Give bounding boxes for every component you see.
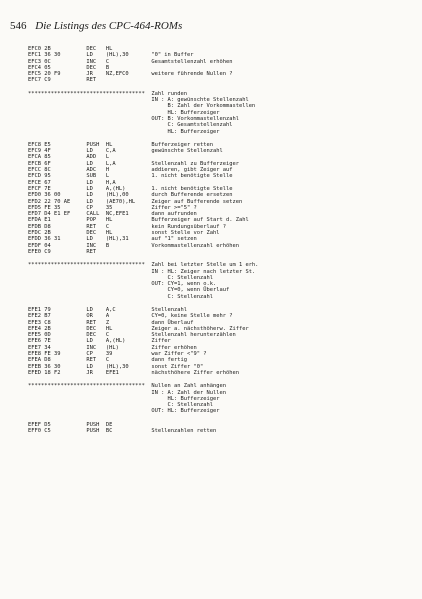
listing-line: EFC1 36 30 LD (HL),30 "0" in Buffer xyxy=(28,52,194,59)
listing-line: EFDB D8 RET C kein Rundungsüberlauf ? xyxy=(28,223,226,230)
listing-line: HL: Bufferzeiger xyxy=(28,109,220,116)
listing-line: EFE5 0D DEC C Stellenzahl herunterzählen xyxy=(28,332,236,339)
listing-line: EFCA 85 ADD L xyxy=(28,154,110,161)
listing-line: OUT: HL: Bufferzeiger xyxy=(28,408,220,415)
listing-line: EFED 18 F2 JR EFE1 nächsthöhere Ziffer erhöhen xyxy=(28,369,239,376)
listing-line: ************************************ Nullen an Zahl anhängen xyxy=(28,383,226,390)
listing-line: EFCB 6F LD L,A Stellenzahl zu Bufferzeiger xyxy=(28,160,239,167)
listing-spacer xyxy=(28,255,420,262)
listing-line: EFE4 2B DEC HL Zeiger a. nächsthöherw. Ziffer xyxy=(28,325,249,332)
listing-line: EFC8 E5 PUSH HL Bufferzeiger retten xyxy=(28,141,213,148)
listing-spacer xyxy=(28,376,420,383)
page-number: 546 xyxy=(10,20,27,32)
listing-line: EFDF 04 INC B Vorkommastellenzahl erhöhen xyxy=(28,242,239,249)
listing-line: EFC9 4F LD C,A gewünschte Stellenzahl xyxy=(28,148,223,155)
listing-line: EFE2 B7 OR A CY=0, keine Stelle mehr ? xyxy=(28,313,233,320)
listing-line: EFCE 67 LD H,A xyxy=(28,179,116,186)
listing-line: EFEB 36 30 LD (HL),30 sonst Ziffer "0" xyxy=(28,363,204,370)
listing-line: EFE6 7E LD A,(HL) Ziffer xyxy=(28,338,171,345)
page-header xyxy=(10,20,182,32)
listing-line: EFC7 C9 RET xyxy=(28,77,97,84)
listing-line: EFE0 C9 RET xyxy=(28,248,97,255)
listing-spacer xyxy=(28,300,420,307)
listing-line: B: Zahl der Vorkommastellen xyxy=(28,103,256,110)
listing-line: EFCF 7E LD A,(HL) 1. nicht benötigte Stelle xyxy=(28,185,233,192)
listing-line: EFD5 FE 35 CP 35 Ziffer >="5" ? xyxy=(28,204,197,211)
listing-spacer xyxy=(28,415,420,422)
listing-line: OUT: CY=1, wenn o.k. xyxy=(28,281,217,288)
listing-spacer xyxy=(28,84,420,91)
listing-line: EFDD 36 31 LD (HL),31 auf "1" setzen xyxy=(28,236,197,243)
listing-line: IN : A: gewünschte Stellenzahl xyxy=(28,97,249,104)
listing-spacer xyxy=(28,135,420,142)
listing-line: EFDA E1 POP HL Bufferzeiger auf Start d. Zahl xyxy=(28,217,249,224)
listing-line: EFE3 C8 RET Z dann Überlauf xyxy=(28,319,194,326)
listing-line: C: Stellenzahl xyxy=(28,274,213,281)
listing-line: EFEA D8 RET C dann fertig xyxy=(28,357,188,364)
listing-line: HL: Bufferzeiger xyxy=(28,395,220,402)
listing-line: EFC0 2B DEC HL xyxy=(28,46,113,52)
listing-line: ************************************ Zahl runden xyxy=(28,90,188,97)
listing-line: EFF0 C5 PUSH BC Stellenzahlen retten xyxy=(28,428,217,435)
listing-line: EFE7 34 INC (HL) Ziffer erhöhen xyxy=(28,344,197,351)
listing-line: EFDC 2B DEC HL sonst Stelle vor Zahl xyxy=(28,230,220,237)
listing-line: CY=0, wenn Überlauf xyxy=(28,287,230,294)
listing-line: C: Gesamtstellenzahl xyxy=(28,122,233,129)
listing-line: EFE1 79 LD A,C Stellenzahl xyxy=(28,306,188,313)
listing-line: EFC4 05 DEC B xyxy=(28,64,110,71)
listing-line: HL: Bufferzeiger xyxy=(28,128,220,135)
listing-line: EFC5 20 F9 JR NZ,EFC0 weitere führende Nullen ? xyxy=(28,71,233,78)
listing-line: EFCD 95 SUB L 1. nicht benötigte Stelle xyxy=(28,173,233,180)
listing-line: EFC3 0C INC C Gesamtstellenzahl erhöhen xyxy=(28,58,233,65)
listing-line: OUT: B: Vorkommastellenzahl xyxy=(28,115,239,122)
page-title: Die Listings des CPC-464-ROMs xyxy=(35,20,183,32)
listing-line: IN : HL: Zeiger nach letzter St. xyxy=(28,268,256,275)
listing-line: ************************************ Zahl bei letzter Stelle um 1 erh. xyxy=(28,262,259,269)
listing-line: EFD2 22 70 AE LD (AE70),HL Zeiger auf Bufferende setzen xyxy=(28,198,243,205)
listing-line: C: Stellenzahl xyxy=(28,402,213,409)
listing-line: EFD7 D4 E1 EF CALL NC,EFE1 dann aufrunden xyxy=(28,211,197,218)
assembly-listing xyxy=(28,46,420,434)
listing-line: EFEF D5 PUSH DE xyxy=(28,421,113,428)
listing-line: EFCC 8C ADC H addieren, gibt Zeiger auf xyxy=(28,167,233,174)
listing-line: IN : A: Zahl der Nullen xyxy=(28,389,226,396)
listing-line: EFD0 36 00 LD (HL),00 durch Bufferende ersetzen xyxy=(28,192,233,199)
listing-line: EFE8 FE 39 CP 39 war Ziffer <"9" ? xyxy=(28,351,207,358)
listing-line: C: Stellenzahl xyxy=(28,293,213,300)
